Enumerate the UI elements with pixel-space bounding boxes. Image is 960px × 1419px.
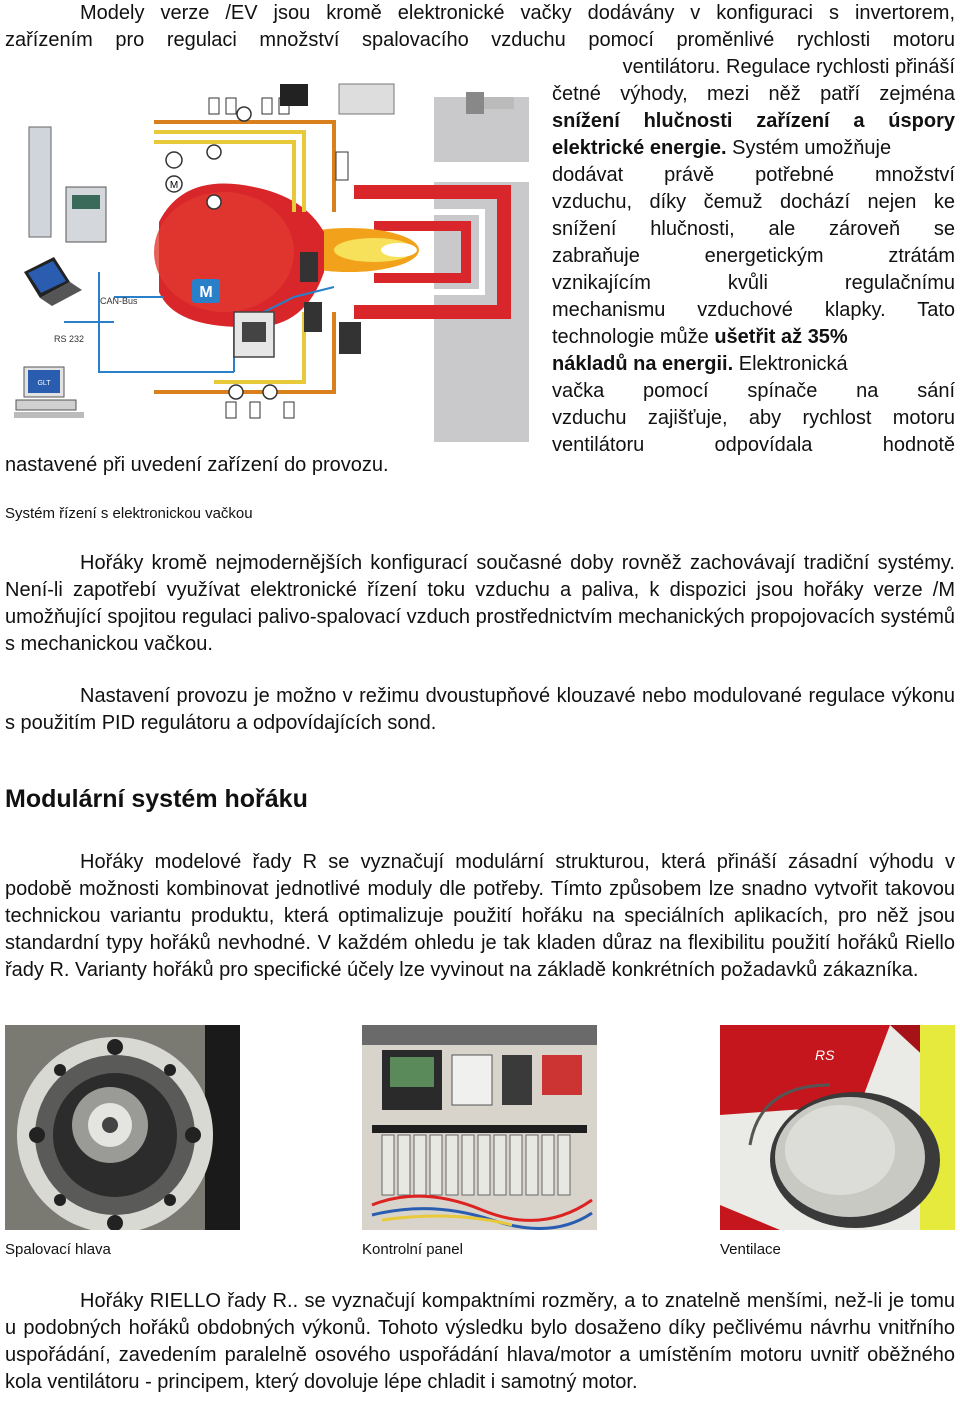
intro-right-5: dodávat právě potřebné množství [552, 164, 955, 186]
fan-housing-photo [720, 1025, 955, 1230]
intro-right-4: elektrické energie. Systém umožňuje [552, 137, 892, 159]
intro-last-line: nastavené při uvedení zařízení do provozu. [5, 454, 389, 476]
intro-line-2: zařízením pro regulaci množství spalovacího vzduchu pomocí proměnlivé rychlosti motoru [5, 29, 955, 51]
rs232-label: RS 232 [54, 334, 85, 344]
actuator-icon [280, 84, 308, 106]
motor-label: M [199, 284, 213, 301]
intro-right-2: četné výhody, mezi něž patří zejména [552, 83, 955, 105]
intro-right-15: ventilátoru odpovídala hodnotě [552, 434, 955, 456]
svg-text:M: M [169, 180, 179, 191]
intro-right-14: vzduchu zajišťuje, aby rychlost motoru [552, 407, 955, 429]
intro-right-10: mechanismu vzduchové klapky. Tato [552, 299, 955, 321]
intro-right-7: snížení hlučnosti, ale zároveň se [552, 218, 955, 240]
svg-text:GLT: GLT [37, 380, 51, 387]
intro-right-11: technologie může ušetřit až 35% [552, 326, 848, 348]
temperature-sensor-icon [336, 152, 348, 180]
paragraph-traditional-systems: Hořáky kromě nejmodernějších konfigurací současné doby rovněž zachovávají tradiční systémy. Není-li zapotřebí využívat elektronické řízení toku vzduchu a paliva, k dispozici jsou hořáky verze /M umožňující spojitou regulaci palivo-spalovací vzduch prostřednictvím mechanických propojovacích systémů s mechanickou vačkou. [5, 552, 955, 655]
photo-caption-control-panel: Kontrolní panel [362, 1241, 463, 1258]
electronic-cam-diagram [4, 72, 544, 448]
intro-line-1: Modely verze /EV jsou kromě elektronické vačky dodávány v konfiguraci s invertorem, [80, 2, 955, 24]
photo-caption-fan: Ventilace [720, 1241, 781, 1258]
paragraph-operation-setting: Nastavení provozu je možno v režimu dvoustupňové klouzavé nebo modulované regulace výkonu s použitím PID regulátoru a odpovídajících sond. [5, 685, 955, 734]
control-panel-photo [362, 1025, 597, 1230]
section-heading: Modulární systém hořáku [5, 785, 308, 813]
photo-caption-burner-head: Spalovací hlava [5, 1241, 111, 1258]
intro-right-12: nákladů na energii. Elektronická [552, 353, 848, 375]
paragraph-modular-structure: Hořáky modelové řady R se vyznačují modulární strukturou, která přináší zásadní výhodu v podobě možnosti kombinovat jednotlivé moduly dle potřeby. Tímto způsobem lze snadno vytvořit takovou technickou variantu produktu, která optimalizuje použití hořáku na speciálních aplikacích, pro něž jsou standardní typy hořáků nevhodné. V každém ohledu je tak kladen důraz na flexibilitu použití hořáků Riello řady R. Varianty hořáků pro specifické účely lze vyvinout na základě konkrétních požadavků zákazníka. [5, 851, 955, 981]
paragraph-compact-dimensions: Hořáky RIELLO řady R.. se vyznačují kompaktními rozměry, a to znatelně menšími, než-li je tomu u podobných hořáků obdobných výkonů. Tohoto výsledku bylo dosaženo díky pečlivému návrhu vnitřního uspořádání, zavedením paralelně osového uspořádání hlava/motor a umístěním motoru uvnitř oběžného kola ventilátoru - principem, který dovoluje lépe chladit i samotný motor. [5, 1290, 955, 1393]
junction-box [339, 84, 394, 114]
chimney-pipe [484, 97, 514, 109]
intro-right-8: zabraňuje energetickým ztrátám [552, 245, 955, 267]
diagram-caption: Systém řízení s elektronickou vačkou [5, 505, 253, 522]
pressure-switch-icon [237, 107, 251, 121]
intro-right-9: vznikajícím kvůli regulačnímu [552, 272, 955, 294]
intro-right-1: ventilátoru. Regulace rychlosti přináší [622, 56, 955, 78]
intro-right-13: vačka pomocí spínače na sání [552, 380, 955, 402]
intro-right-3: snížení hlučnosti zařízení a úspory [552, 110, 955, 132]
intro-right-6: vzduchu, díky čemuž dochází nejen ke [552, 191, 955, 213]
can-bus-label: CAN-Bus [100, 296, 138, 306]
rs-badge: RS [815, 1047, 835, 1063]
burner-head-photo [5, 1025, 240, 1230]
